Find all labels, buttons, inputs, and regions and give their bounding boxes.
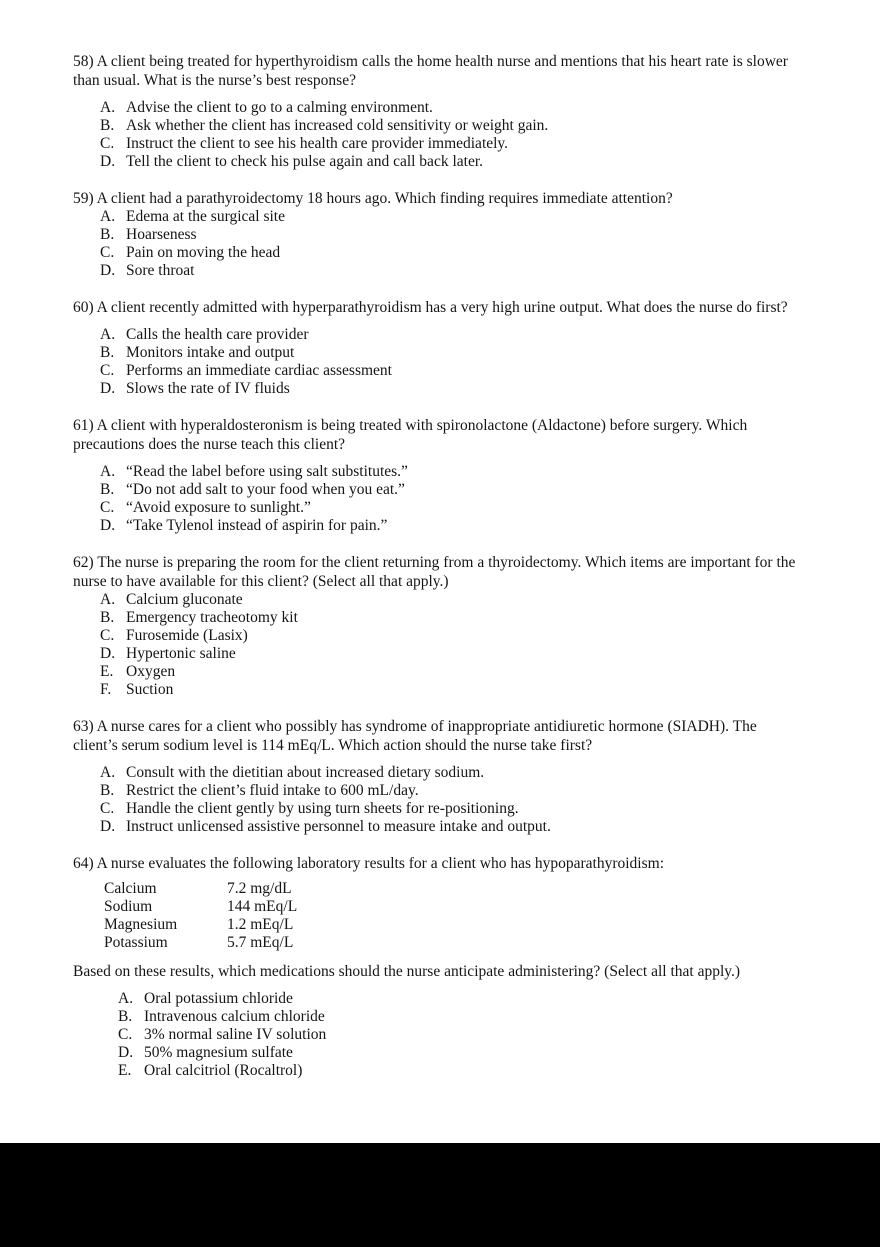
- option-row: [100, 800, 810, 818]
- question-text-line: nurse to have available for this client? (Select all that apply.): [73, 573, 449, 590]
- question-block-62: [73, 553, 810, 699]
- question-text-line: 63) A nurse cares for a client who possibly has syndrome of inappropriate antidiuretic hormone (SIADH). The: [73, 718, 757, 735]
- option-text: Intravenous calcium chloride: [144, 1008, 325, 1025]
- option-text: Slows the rate of IV fluids: [126, 380, 290, 397]
- option-row: [100, 818, 810, 836]
- option-letter: D.: [100, 645, 116, 662]
- option-text: Sore throat: [126, 262, 195, 279]
- option-text: Ask whether the client has increased cold sensitivity or weight gain.: [126, 117, 549, 134]
- bottom-black-area: [0, 1143, 880, 1247]
- lab-results-table: [73, 880, 810, 952]
- option-row: [100, 262, 810, 280]
- option-letter: B.: [100, 481, 115, 498]
- question-block-63: [73, 717, 810, 836]
- option-row: [100, 627, 810, 645]
- lab-result-value: 1.2 mEq/L: [227, 916, 294, 933]
- option-row: [100, 764, 810, 782]
- lab-result-label: Calcium: [104, 880, 157, 897]
- option-letter: B.: [118, 1008, 133, 1025]
- option-row: [100, 645, 810, 663]
- lab-result-value: 5.7 mEq/L: [227, 934, 294, 951]
- option-text: Advise the client to go to a calming environment.: [126, 99, 433, 116]
- option-row: [100, 463, 810, 481]
- questions-list: [73, 52, 810, 1080]
- option-letter: D.: [100, 380, 116, 397]
- question-text: [73, 553, 810, 591]
- option-row: [118, 1026, 810, 1044]
- lab-result-row: [104, 916, 810, 934]
- option-letter: C.: [100, 362, 115, 379]
- question-text: [73, 854, 810, 873]
- option-letter: A.: [100, 326, 116, 343]
- option-letter: B.: [100, 344, 115, 361]
- option-letter: A.: [100, 591, 116, 608]
- option-text: Instruct the client to see his health care provider immediately.: [126, 135, 509, 152]
- option-row: [100, 135, 810, 153]
- option-text: Pain on moving the head: [126, 244, 281, 261]
- option-text: Hoarseness: [126, 226, 197, 243]
- question-text: [73, 717, 810, 755]
- option-row: [100, 117, 810, 135]
- option-row: [100, 499, 810, 517]
- option-text: Oxygen: [126, 663, 176, 680]
- option-letter: B.: [100, 226, 115, 243]
- option-text: 50% magnesium sulfate: [144, 1044, 293, 1061]
- question-block-58: [73, 52, 810, 171]
- option-letter: D.: [118, 1044, 134, 1061]
- lab-result-label: Sodium: [104, 898, 153, 915]
- option-letter: D.: [100, 153, 116, 170]
- option-text: Oral calcitriol (Rocaltrol): [144, 1062, 303, 1079]
- option-text: Calcium gluconate: [126, 591, 243, 608]
- lab-result-row: [104, 934, 810, 952]
- options-list: [73, 99, 810, 171]
- option-row: [100, 782, 810, 800]
- option-letter: D.: [100, 517, 116, 534]
- option-row: [100, 208, 810, 226]
- option-letter: A.: [100, 208, 116, 225]
- option-row: [118, 1062, 810, 1080]
- option-text: Edema at the surgical site: [126, 208, 285, 225]
- option-text: Instruct unlicensed assistive personnel to measure intake and output.: [126, 818, 551, 835]
- lab-result-value: 144 mEq/L: [227, 898, 298, 915]
- option-text: Tell the client to check his pulse again and call back later.: [126, 153, 483, 170]
- option-text: Restrict the client’s fluid intake to 600 mL/day.: [126, 782, 419, 799]
- question-text-line: 60) A client recently admitted with hyperparathyroidism has a very high urine output. What does the nurse do first?: [73, 299, 788, 316]
- option-text: 3% normal saline IV solution: [144, 1026, 327, 1043]
- options-list: [73, 208, 810, 280]
- option-letter: A.: [100, 99, 116, 116]
- option-text: Oral potassium chloride: [144, 990, 293, 1007]
- option-row: [100, 226, 810, 244]
- option-letter: B.: [100, 609, 115, 626]
- option-row: [100, 517, 810, 535]
- question-followup-line: Based on these results, which medications should the nurse anticipate administering? (Select all that apply.): [73, 963, 741, 980]
- lab-result-label: Magnesium: [104, 916, 178, 933]
- options-list: [73, 764, 810, 836]
- option-text: Hypertonic saline: [126, 645, 236, 662]
- option-letter: C.: [118, 1026, 133, 1043]
- option-text: Performs an immediate cardiac assessment: [126, 362, 392, 379]
- option-text: Suction: [126, 681, 174, 698]
- options-list: [73, 326, 810, 398]
- option-row: [100, 609, 810, 627]
- option-letter: A.: [100, 764, 116, 781]
- option-row: [100, 663, 810, 681]
- option-row: [118, 1044, 810, 1062]
- option-text: “Do not add salt to your food when you eat.”: [126, 481, 405, 498]
- option-letter: D.: [100, 262, 116, 279]
- option-text: Emergency tracheotomy kit: [126, 609, 298, 626]
- option-text: “Read the label before using salt substitutes.”: [126, 463, 408, 480]
- lab-result-row: [104, 880, 810, 898]
- options-list: [73, 990, 810, 1080]
- question-block-60: [73, 298, 810, 398]
- option-row: [100, 244, 810, 262]
- option-letter: C.: [100, 800, 115, 817]
- option-letter: B.: [100, 782, 115, 799]
- question-text: [73, 298, 810, 317]
- option-text: “Take Tylenol instead of aspirin for pain.”: [126, 517, 388, 534]
- question-text-line: 64) A nurse evaluates the following laboratory results for a client who has hypoparathyroidism:: [73, 855, 665, 872]
- option-row: [100, 681, 810, 699]
- option-row: [100, 99, 810, 117]
- lab-result-value: 7.2 mg/dL: [227, 880, 292, 897]
- lab-result-label: Potassium: [104, 934, 168, 951]
- options-list: [73, 591, 810, 699]
- option-row: [100, 380, 810, 398]
- option-letter: C.: [100, 135, 115, 152]
- option-letter: A.: [100, 463, 116, 480]
- option-text: Consult with the dietitian about increased dietary sodium.: [126, 764, 485, 781]
- option-row: [100, 481, 810, 499]
- option-row: [100, 326, 810, 344]
- question-text-line: than usual. What is the nurse’s best response?: [73, 72, 356, 89]
- question-text: [73, 52, 810, 90]
- option-letter: E.: [100, 663, 114, 680]
- question-followup-text: [73, 962, 810, 981]
- option-letter: F.: [100, 681, 112, 698]
- question-text: [73, 189, 810, 208]
- option-text: “Avoid exposure to sunlight.”: [126, 499, 311, 516]
- option-letter: A.: [118, 990, 134, 1007]
- option-letter: B.: [100, 117, 115, 134]
- question-text-line: 58) A client being treated for hyperthyroidism calls the home health nurse and mentions that his heart rate is slower: [73, 53, 788, 70]
- lab-result-row: [104, 898, 810, 916]
- option-text: Monitors intake and output: [126, 344, 295, 361]
- question-text-line: 61) A client with hyperaldosteronism is being treated with spironolactone (Aldactone) before surgery. Which: [73, 417, 748, 434]
- question-text-line: 62) The nurse is preparing the room for the client returning from a thyroidectomy. Which items are important for the: [73, 554, 796, 571]
- option-letter: C.: [100, 244, 115, 261]
- option-row: [118, 1008, 810, 1026]
- question-text-line: 59) A client had a parathyroidectomy 18 hours ago. Which finding requires immediate attention?: [73, 190, 673, 207]
- question-block-59: [73, 189, 810, 280]
- option-letter: C.: [100, 627, 115, 644]
- option-row: [100, 591, 810, 609]
- option-letter: C.: [100, 499, 115, 516]
- option-row: [100, 344, 810, 362]
- option-text: Handle the client gently by using turn sheets for re-positioning.: [126, 800, 519, 817]
- question-text: [73, 416, 810, 454]
- question-block-61: [73, 416, 810, 535]
- options-list: [73, 463, 810, 535]
- option-row: [118, 990, 810, 1008]
- question-text-line: precautions does the nurse teach this client?: [73, 436, 346, 453]
- question-text-line: client’s serum sodium level is 114 mEq/L. Which action should the nurse take first?: [73, 737, 593, 754]
- option-row: [100, 362, 810, 380]
- option-row: [100, 153, 810, 171]
- question-block-64: [73, 854, 810, 1080]
- option-text: Calls the health care provider: [126, 326, 309, 343]
- option-letter: D.: [100, 818, 116, 835]
- option-text: Furosemide (Lasix): [126, 627, 248, 644]
- option-letter: E.: [118, 1062, 132, 1079]
